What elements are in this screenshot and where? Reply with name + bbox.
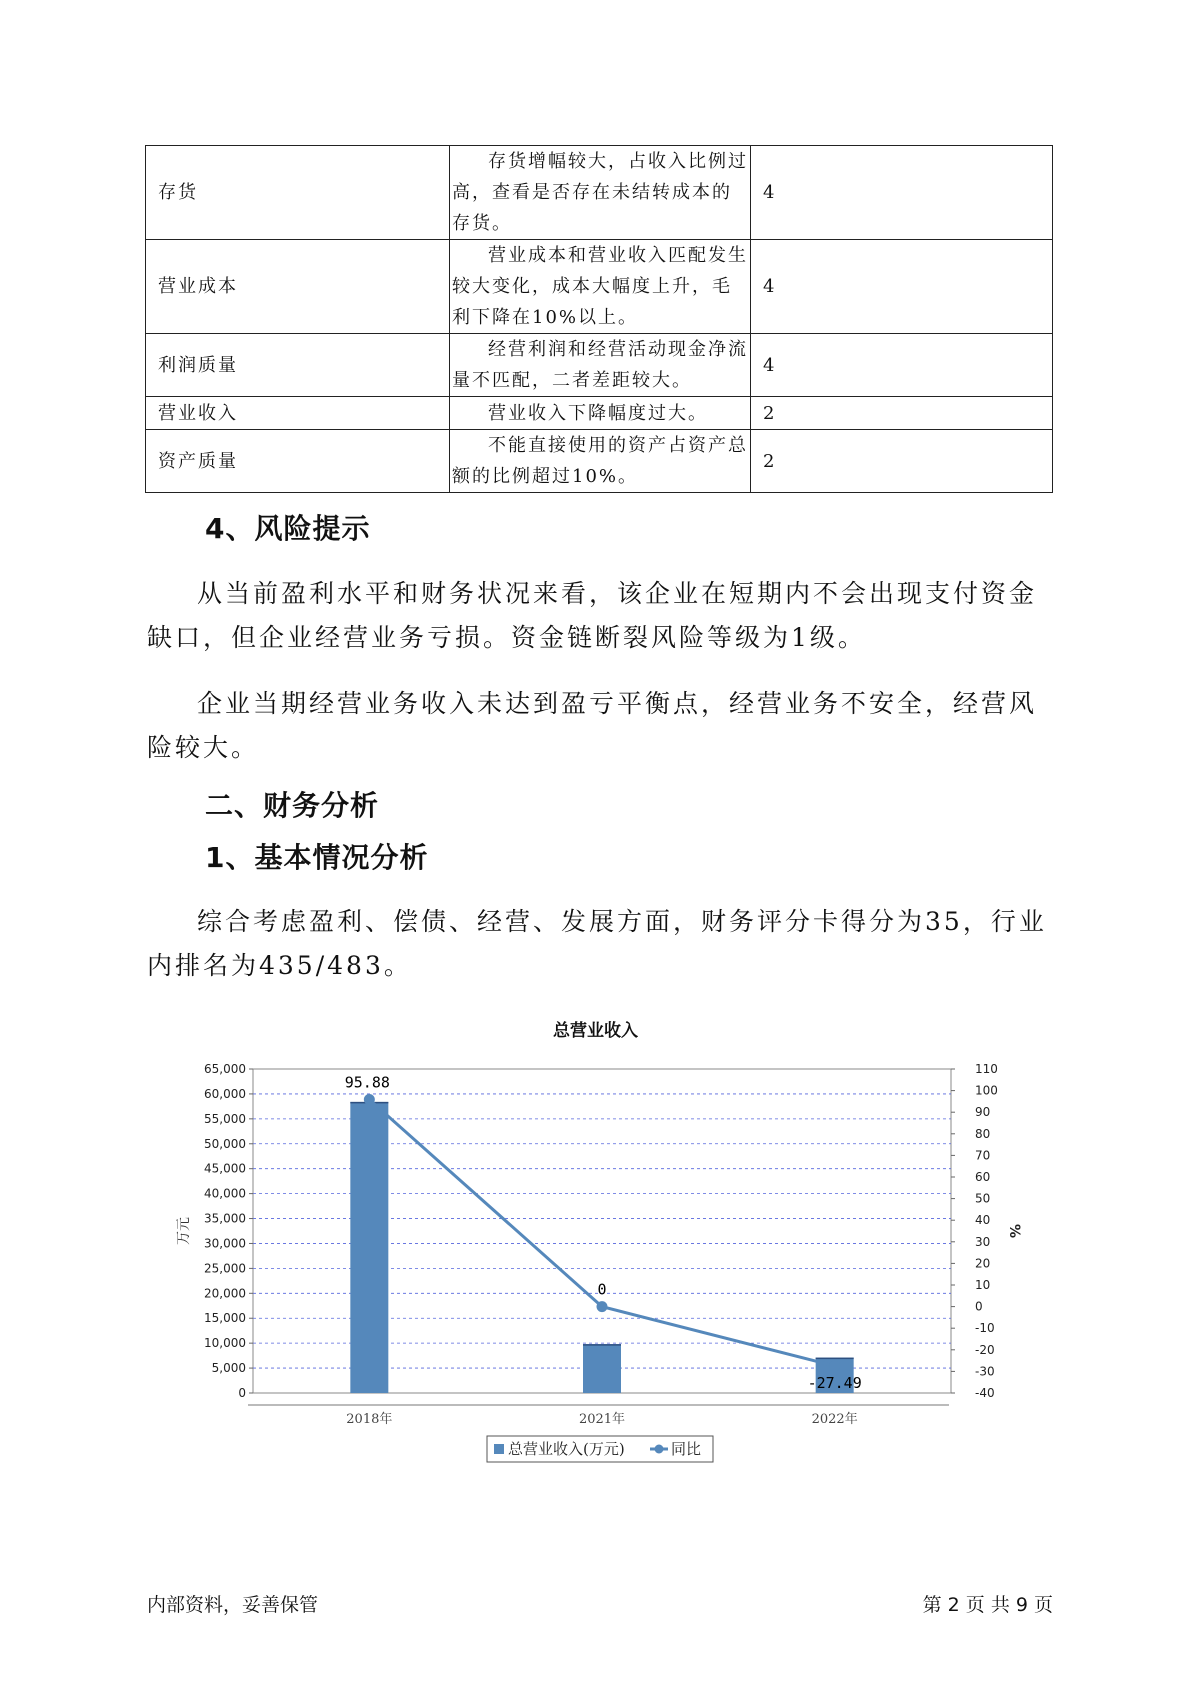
y-tick-label: 45,000	[204, 1161, 246, 1176]
risk-item: 营业成本	[146, 240, 450, 334]
yoy-data-label: -27.49	[807, 1373, 862, 1392]
risk-description: 经营利润和经营活动现金净流量不匹配，二者差距较大。	[450, 334, 751, 397]
risk-item: 利润质量	[146, 334, 450, 397]
bar-top-edge	[816, 1358, 854, 1360]
risk-description: 营业成本和营业收入匹配发生较大变化，成本大幅度上升，毛利下降在10%以上。	[450, 240, 751, 334]
subsection-heading-basic: 1、基本情况分析	[205, 841, 429, 874]
basic-analysis-paragraph: 综合考虑盈利、偿债、经营、发展方面，财务评分卡得分为35，行业内排名为435/483。	[147, 907, 1047, 980]
y2-tick-label: 60	[975, 1170, 991, 1184]
y2-tick-label: -30	[975, 1364, 995, 1379]
y2-tick-label: 100	[975, 1083, 998, 1098]
legend-bar-label: 总营业收入(万元)	[508, 1440, 625, 1458]
risk-description: 存货增幅较大，占收入比例过高，查看是否存在未结转成本的存货。	[450, 146, 751, 240]
y-tick-label: 30,000	[204, 1236, 246, 1251]
y2-tick-label: 40	[975, 1213, 991, 1228]
y-tick-label: 10,000	[204, 1336, 246, 1351]
risk-item: 存货	[146, 146, 450, 240]
y-axis-label: 万元	[176, 1217, 192, 1245]
risk-description: 营业收入下降幅度过大。	[450, 397, 751, 430]
x-tick-label: 2018年	[346, 1412, 393, 1427]
bar	[583, 1344, 621, 1393]
yoy-point	[364, 1094, 375, 1105]
y-tick-label: 0	[238, 1386, 246, 1400]
risk-paragraph-1: 从当前盈利水平和财务状况来看，该企业在短期内不会出现支付资金缺口，但企业经营业务亏损。资金链断裂风险等级为1级。	[147, 579, 1038, 652]
footer-confidential: 内部资料，妥善保管	[147, 1594, 319, 1616]
risk-paragraph-2: 企业当期经营业务收入未达到盈亏平衡点，经营业务不安全，经营风险较大。	[147, 689, 1038, 762]
risk-score: 4	[751, 240, 1053, 334]
y2-tick-label: 10	[975, 1278, 991, 1292]
risk-description: 不能直接使用的资产占资产总额的比例超过10%。	[450, 430, 751, 493]
y-tick-label: 15,000	[204, 1311, 246, 1326]
y2-tick-label: -10	[975, 1321, 995, 1336]
bar-top-edge	[583, 1344, 621, 1346]
y-tick-label: 20,000	[204, 1286, 246, 1301]
y2-tick-label: 90	[975, 1105, 991, 1120]
y-tick-label: 50,000	[204, 1136, 246, 1151]
risk-score: 2	[751, 397, 1053, 430]
y2-axis-label: %	[1006, 1223, 1022, 1239]
yoy-data-label: 95.88	[344, 1073, 390, 1092]
yoy-line	[369, 1099, 834, 1365]
risk-score: 4	[751, 146, 1053, 240]
y2-tick-label: 110	[975, 1062, 998, 1076]
x-tick-label: 2022年	[811, 1412, 858, 1427]
risk-item: 营业收入	[146, 397, 450, 430]
y-tick-label: 60,000	[204, 1086, 246, 1101]
y2-tick-label: 80	[975, 1126, 991, 1141]
y2-tick-label: 50	[975, 1191, 991, 1206]
bar	[350, 1102, 388, 1393]
yoy-point	[597, 1301, 608, 1312]
yoy-point	[829, 1360, 840, 1371]
legend-bar-swatch	[494, 1444, 504, 1454]
y-tick-label: 25,000	[204, 1261, 246, 1276]
y2-tick-label: 30	[975, 1234, 991, 1249]
y2-tick-label: 70	[975, 1148, 991, 1163]
risk-score: 2	[751, 430, 1053, 493]
x-tick-label: 2021年	[578, 1412, 626, 1427]
y-tick-label: 55,000	[204, 1111, 246, 1126]
y-tick-label: 65,000	[204, 1062, 246, 1076]
section-heading-risk: 4、风险提示	[205, 512, 371, 545]
footer-page-number: 第 2 页 共 9 页	[922, 1594, 1053, 1616]
chart-title: 总营业收入	[553, 1021, 638, 1041]
y2-tick-label: -20	[975, 1342, 995, 1357]
y-tick-label: 40,000	[204, 1186, 246, 1201]
risk-item: 资产质量	[146, 430, 450, 493]
y2-tick-label: -40	[975, 1386, 995, 1400]
y-tick-label: 35,000	[204, 1211, 246, 1226]
legend-line-label: 同比	[671, 1440, 702, 1458]
legend-line-marker	[655, 1445, 664, 1454]
risk-score: 4	[751, 334, 1053, 397]
yoy-data-label: 0	[597, 1280, 607, 1299]
y-tick-label: 5,000	[211, 1361, 246, 1376]
y2-tick-label: 0	[975, 1299, 983, 1314]
section-heading-financial: 二、财务分析	[205, 789, 380, 822]
y2-tick-label: 20	[975, 1256, 991, 1271]
